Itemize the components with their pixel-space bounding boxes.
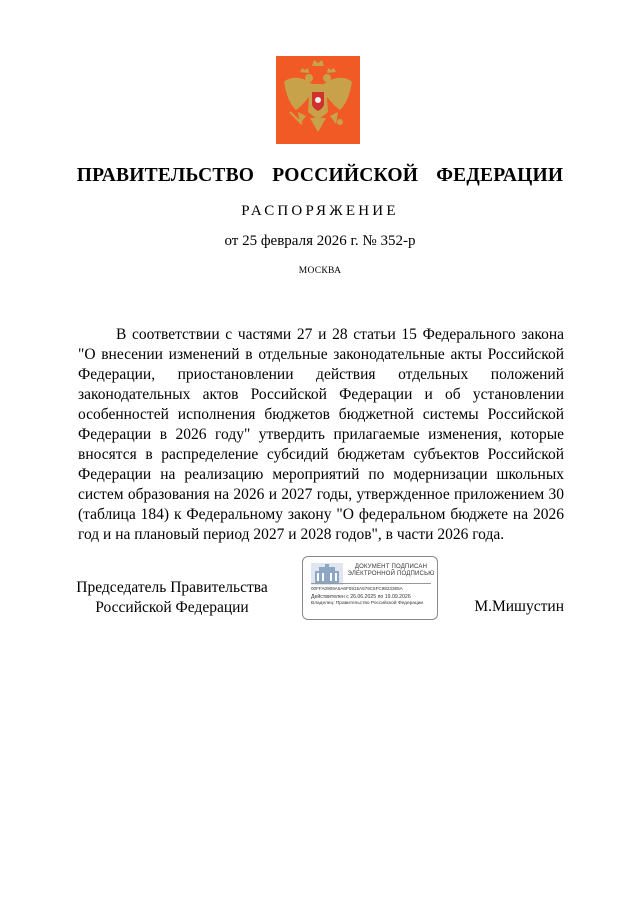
stamp-divider: [311, 583, 431, 584]
document-type: РАСПОРЯЖЕНИЕ: [241, 203, 399, 219]
document-date-number: от 25 февраля 2026 г. № 352-р: [224, 233, 416, 249]
government-building-icon: [311, 563, 343, 585]
signatory-position-line2: Российской Федерации: [95, 599, 249, 616]
order-paragraph: В соответствии с частями 27 и 28 статьи 15 Федерального закона "О внесении изменений в отдельные законодательные акты Российской Федерации, приостановлении действия отдельных положений законодательных актов Российской Федерации и об установлении особенностей исполнения бюджетов бюджетной системы Российской Федерации в 2026 году" утвердить прилагаемые изменения, которые вносятся в распределение субсидий бюджетам субъектов Российской Федерации на реализацию мероприятий по модернизации школьных систем образования на 2026 и 2027 годы, утвержденное приложением 30 (таблица 184) к Федеральному закону "О федеральном бюджете на 2026 год и на плановый период 2027 и 2028 годов", в части 2026 года.: [78, 326, 564, 543]
signatory-name: М.Мишустин: [474, 598, 564, 615]
electronic-signature-stamp: [302, 556, 438, 620]
government-title: ПРАВИТЕЛЬСТВО РОССИЙСКОЙ ФЕДЕРАЦИИ: [76, 165, 564, 186]
stamp-title-line1: ДОКУМЕНТ ПОДПИСАН: [354, 564, 428, 570]
stamp-title-line2: ЭЛЕКТРОННОЙ ПОДПИСЬЮ: [347, 571, 435, 577]
stamp-title: [347, 564, 435, 578]
coat-of-arms-icon: [276, 56, 360, 144]
signatory-position-line1: Председатель Правительства: [76, 579, 268, 596]
certificate-serial: 00FFA0909A5A6F0915A579C5FC9823365A: [311, 586, 403, 591]
certificate-owner: Владелец: Правительство Российской Федерации: [311, 601, 424, 606]
signatory-position: [76, 578, 268, 618]
certificate-validity: Действителен с 26.06.2025 по 19.09.2026: [311, 594, 411, 600]
document-city: МОСКВА: [298, 266, 342, 276]
